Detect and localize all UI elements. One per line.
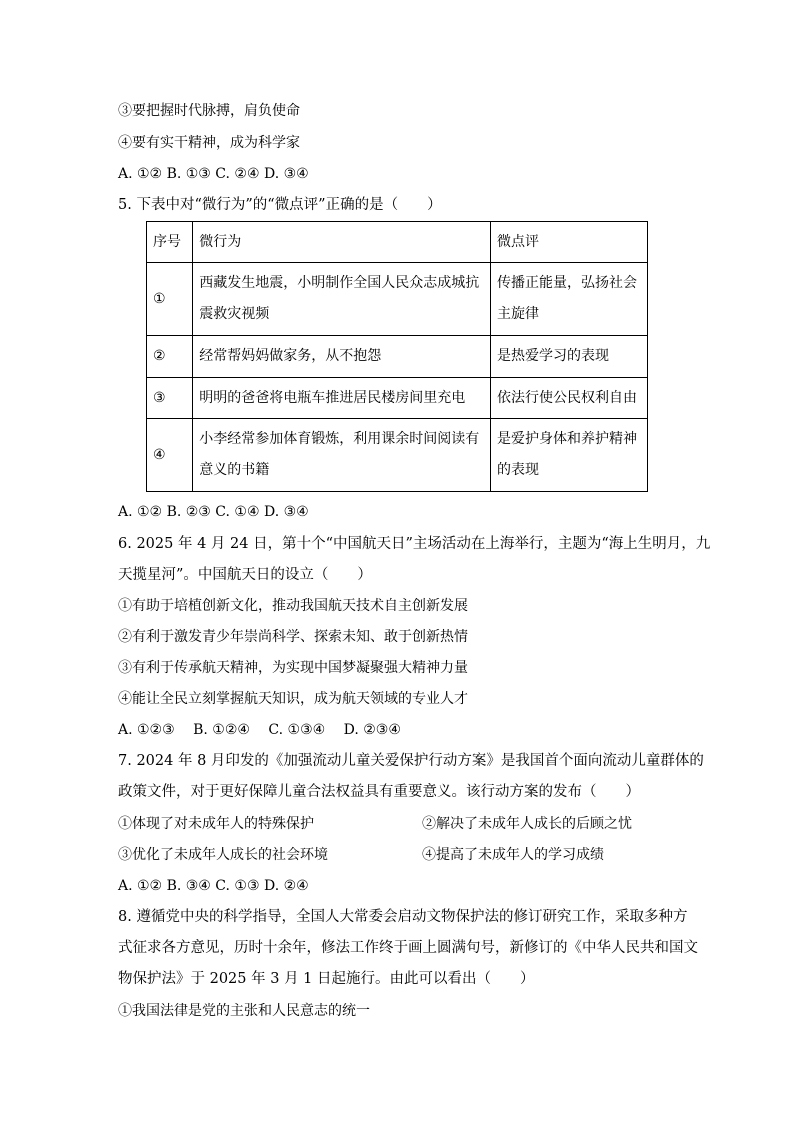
q6-options: A. ①②③ B. ①②④ C. ①③④ D. ②③④ <box>118 722 401 738</box>
row-action: 西藏发生地震，小明制作全国人民众志成城抗 震救灾视频 <box>193 263 491 336</box>
q5-table <box>146 221 648 492</box>
q6-stem-line1: 6. 2025 年 4 月 24 日，第十个“中国航天日”主场活动在上海举行，主题为“海上生明月，九 <box>118 536 711 552</box>
q5-stem: 5. 下表中对“微行为”的“微点评”正确的是（ ） <box>118 197 442 213</box>
q8-stem-line1: 8. 遵循党中央的科学指导，全国人大常委会启动文物保护法的修订研究工作，采取多种方 <box>118 909 688 925</box>
q6-item-3: ③有利于传承航天精神，为实现中国梦凝聚强大精神力量 <box>118 660 468 676</box>
header-no: 序号 <box>147 222 193 263</box>
row-comment: 是热爱学习的表现 <box>491 336 648 378</box>
row-comment: 依法行使公民权利自由 <box>491 378 648 419</box>
q4-options: A. ①② B. ①③ C. ②④ D. ③④ <box>118 166 309 182</box>
header-comment: 微点评 <box>491 222 648 263</box>
table-row <box>147 419 648 492</box>
q6-item-2: ②有利于激发青少年崇尚科学、探索未知、敢于创新热情 <box>118 629 468 645</box>
q8-item-1: ①我国法律是党的主张和人民意志的统一 <box>118 1003 370 1019</box>
table-header-row <box>147 222 648 263</box>
row-comment: 传播正能量，弘扬社会 主旋律 <box>491 263 648 336</box>
table-row <box>147 378 648 419</box>
q7-item-2: ②解决了未成年人成长的后顾之忧 <box>422 816 632 832</box>
q4-item-3: ③要把握时代脉搏，肩负使命 <box>118 103 300 119</box>
row-action: 明明的爸爸将电瓶车推进居民楼房间里充电 <box>193 378 491 419</box>
row-no: ② <box>147 336 193 378</box>
row-comment: 是爱护身体和养护精神 的表现 <box>491 419 648 492</box>
q7-stem-line2: 政策文件，对于更好保障儿童合法权益具有重要意义。该行动方案的发布（ ） <box>118 784 640 800</box>
row-action: 小李经常参加体育锻炼，利用课余时间阅读有 意义的书籍 <box>193 419 491 492</box>
header-action: 微行为 <box>193 222 491 263</box>
q7-item-3: ③优化了未成年人成长的社会环境 <box>118 847 328 863</box>
q5-options: A. ①② B. ②③ C. ①④ D. ③④ <box>118 504 309 520</box>
q7-options: A. ①② B. ③④ C. ①③ D. ②④ <box>118 878 309 894</box>
row-action: 经常帮妈妈做家务，从不抱怨 <box>193 336 491 378</box>
q7-item-4: ④提高了未成年人的学习成绩 <box>422 847 604 863</box>
row-no: ③ <box>147 378 193 419</box>
table-row <box>147 263 648 336</box>
q4-item-4: ④要有实干精神，成为科学家 <box>118 135 300 151</box>
q6-stem-line2: 天揽星河”。中国航天日的设立（ ） <box>118 567 372 583</box>
q6-item-4: ④能让全民立刻掌握航天知识，成为航天领域的专业人才 <box>118 691 468 707</box>
row-no: ① <box>147 263 193 336</box>
q6-item-1: ①有助于培植创新文化，推动我国航天技术自主创新发展 <box>118 598 468 614</box>
q8-stem-line2: 式征求各方意见，历时十余年，修法工作终于画上圆满句号，新修订的《中华人民共和国文 <box>118 940 698 956</box>
q7-item-1: ①体现了对未成年人的特殊保护 <box>118 816 314 832</box>
row-no: ④ <box>147 419 193 492</box>
q8-stem-line3: 物保护法》于 2025 年 3 月 1 日起施行。由此可以看出（ ） <box>118 971 535 987</box>
q7-stem-line1: 7. 2024 年 8 月印发的《加强流动儿童关爱保护行动方案》是我国首个面向流动儿童群体的 <box>118 753 704 769</box>
table-row <box>147 336 648 378</box>
